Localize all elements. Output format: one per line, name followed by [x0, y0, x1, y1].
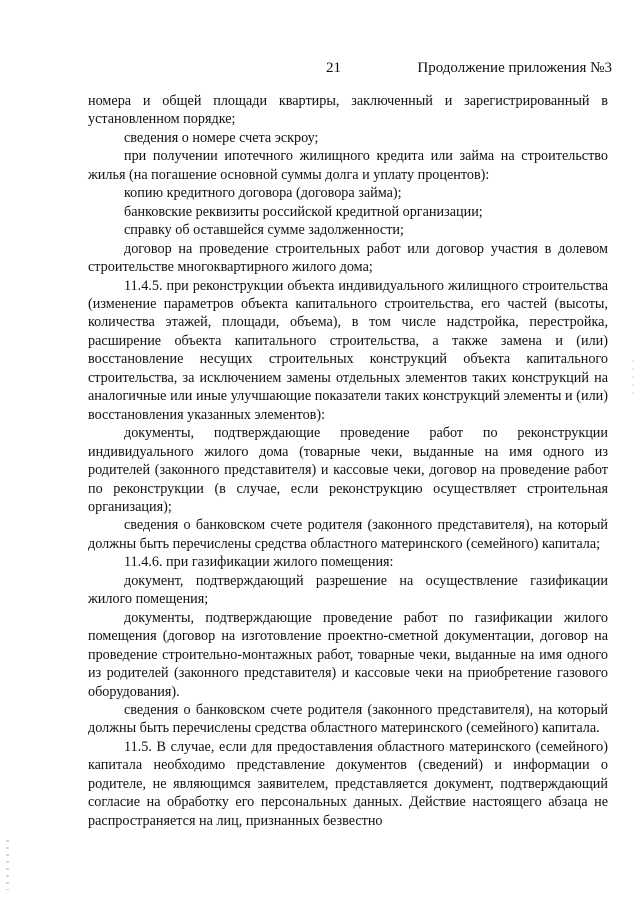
paragraph: документ, подтверждающий разрешение на осуществление газификации жилого помещения; [88, 572, 608, 608]
paragraph: сведения о номере счета эскроу; [124, 129, 319, 146]
section-11-5-paragraph: 11.5. В случае, если для предоставления областного материнского (семейного) капитала необходимо представление документов (сведений) и информации о родителе, не являющимся заявителем, представляется документ, подтверждающий согласие на обработку его персональных данных. Действие настоящего абзаца не распространяется на лиц, признанных безвестно [88, 738, 608, 829]
paragraph: договор на проведение строительных работ или договор участия в долевом строительстве многоквартирного жилого дома; [88, 240, 608, 276]
paragraph: копию кредитного договора (договора займа); [124, 185, 402, 202]
page-header [0, 60, 640, 82]
page-number: 21 [326, 60, 341, 76]
paragraph: при получении ипотечного жилищного кредита или займа на строительство жилья (на погашение основной суммы долга и уплату процентов): [88, 148, 608, 183]
section-11-4-6-heading: 11.4.6. при газификации жилого помещения: [124, 554, 394, 571]
paragraph: документы, подтверждающие проведение работ по газификации жилого помещения (договор на изготовление проектно-сметной документации, договор на проведение строительно-монтажных работ, товарные чеки, выданные на имя одного из родителей (законного представителя) и кассовые чеки на приобретение газового оборудования). [88, 609, 608, 700]
paragraph: номера и общей площади квартиры, заключенный и зарегистрированный в установленном порядке; [88, 93, 608, 128]
paragraph: сведения о банковском счете родителя (законного представителя), на который должны быть перечислены средства областного материнского (семейного) капитала; [88, 517, 608, 552]
section-11-4-5-paragraph: 11.4.5. при реконструкции объекта индивидуального жилищного строительства (изменение параметров объекта капитального строительства, его частей (высоты, количества этажей, площади, объема), в том числе надстройка, перестройка, расширение объекта капитального строительства, а также замена и (или) восстановление несущих строительных конструкций объекта капитального строительства, за исключением замены отдельных элементов таких конструкций на аналогичные или иные улучшающие показатели таких конструкций элементы и (или) восстановления указанных элементов): [88, 277, 608, 423]
appendix-continuation-title: Продолжение приложения №3 [417, 60, 612, 76]
paragraph: банковские реквизиты российской кредитной организации; [124, 203, 483, 220]
scan-margin-artifact [6, 840, 9, 890]
paragraph: сведения о банковском счете родителя (законного представителя), на который должны быть перечислены средства областного материнского (семейного) капитала. [88, 701, 608, 737]
paragraph: документы, подтверждающие проведение работ по реконструкции индивидуального жилого дома (товарные чеки, выданные на имя одного из родителей (законного представителя) и кассовые чеки, договор на проведение работ по реконструкции (в случае, если реконструкцию осуществляет строительная организация); [88, 425, 608, 515]
scan-edge-artifact [632, 360, 634, 400]
document-body [88, 92, 608, 830]
paragraph: справку об оставшейся сумме задолженности; [124, 222, 404, 239]
